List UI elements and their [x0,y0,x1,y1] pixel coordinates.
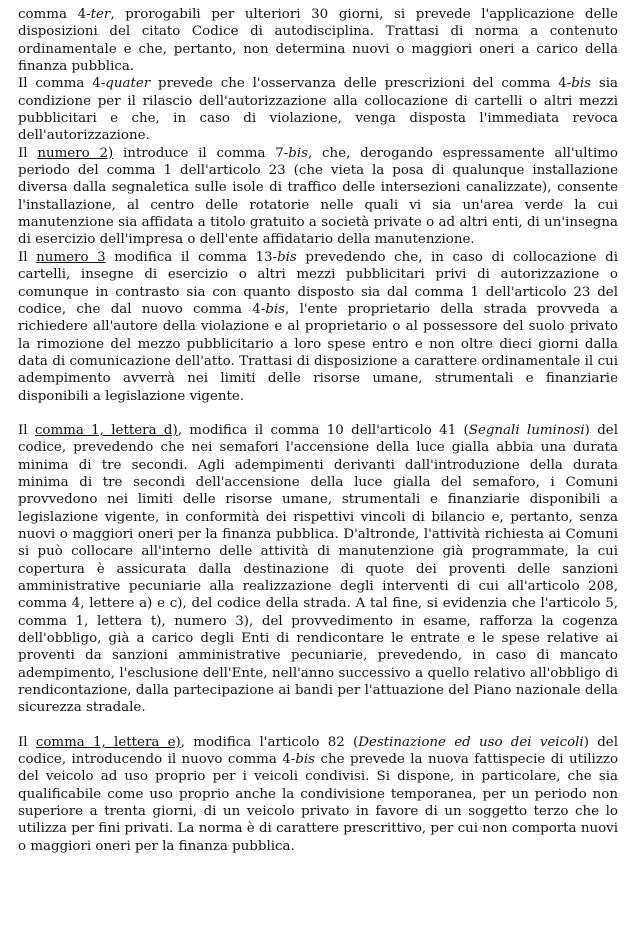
text-segment: comma 4- [18,7,91,22]
text-segment: modifica il comma 13- [105,249,278,265]
italic-term: bis [265,301,286,317]
text-segment: sia condizione per il rilascio dell'autorizzazione alla collocazione di cartelli o altri mezzi pubblicitari e che, in caso di violazione, venga disposta l'immediata revoca dell'autorizzazione. [18,76,618,144]
text-segment: , modifica l'articolo 82 ( [180,734,359,750]
italic-term: bis [571,76,591,92]
underlined-reference: numero 3 [36,249,106,265]
text-segment: Il [18,734,36,750]
paragraph-comma-1-lettera-d [18,422,618,717]
italic-term: bis [288,145,308,161]
text-segment: , l'ente proprietario della strada provveda a richiedere all'autore della violazione e al proprietario o al possessore del suolo privato la rimozione del mezzo pubblicitario a loro spese entro e non oltre dieci giorni dalla data di comunicazione dell'atto. Trattasi di disposizione a carattere ordinamentale il cui adempimento avverrà nei limiti delle risorse umane, strumentali e finanziarie disponibili a legislazione vigente. [18,301,618,404]
underlined-reference: numero 2) [37,145,114,161]
text-segment: Il [18,145,38,161]
paragraph-numero-2 [18,145,618,249]
text-segment: prevedendo che, in caso di collocazione di cartelli, insegne di esercizio o altri mezzi pubblicitari privi di autorizzazione o comunque in contrasto sia con quanto disposto sia dal comma 1 dell'articolo 23 del codice, che dal nuovo comma 4- [18,249,619,317]
text-segment: Il [18,249,37,265]
text-segment: Il comma 4- [18,76,106,92]
italic-term: Segnali luminosi [468,422,585,438]
italic-term: Destinazione ed uso dei veicoli [358,734,584,750]
text-segment: , prorogabili per ulteriori 30 giorni, si prevede l'applicazione delle disposizioni del citato Codice di autodisciplina. Trattasi di norma a contenuto ordinamentale e che, pertanto, non determina nuovi o maggiori oneri a carico della finanza pubblica. [18,7,618,75]
italic-term: quater [105,76,151,92]
text-segment: , modifica il comma 10 dell'articolo 41 ( [177,422,469,438]
text-segment: Il [18,422,35,438]
underlined-reference: comma 1, lettera e) [35,734,181,750]
italic-term: bis [295,752,316,768]
underlined-reference: comma 1, lettera d) [34,422,178,438]
italic-term: ter [90,7,111,22]
paragraph-comma-4-ter [18,6,618,75]
text-segment: prevede che l'osservanza delle prescrizioni del comma 4- [150,76,572,92]
text-segment: ) del codice, prevedendo che nei semafori l'accensione della luce gialla abbia una durata minima di tre secondi. Agli adempimenti derivanti dall'introduzione della durata minima di tre secondi dell'accensione della luce gialla del semaforo, i Comuni provvedono nei limiti delle risorse umane, strumentali e finanziarie disponibili a legislazione vigente, in conformità dei rispettivi vincoli di bilancio e, pertanto, senza nuovi o maggiori oneri per la finanza pubblica. D'altronde, l'attività richiesta ai Comuni si può collocare all'interno delle attività di manutenzione già programmate, la cui copertura è assicurata dalla destinazione di quote dei proventi delle sanzioni amministrative pecuniarie alla realizzazione degli interventi di cui all'articolo 208, comma 4, lettere a) e c), del codice della strada. A tal fine, si evidenzia che l'articolo 5, comma 1, lettera t), numero 3), del provvedimento in esame, rafforza la cogenza dell'obbligo, già a carico degli Enti di rendicontare le entrate e le spese relative ai proventi da sanzioni amministrative pecuniarie, prevedendo, in caso di mancato adempimento, l'esclusione dell'Ente, nell'anno successivo a quello relativo all'obbligo di rendicontazione, dalla partecipazione ai bandi per l'attuazione del Piano nazionale della sicurezza stradale. [18,422,619,716]
text-segment: ) del codice, introducendo il nuovo comma 4- [18,734,618,768]
italic-term: bis [277,249,297,265]
document-page [18,6,618,855]
paragraph-numero-3 [18,249,618,405]
text-segment: , che, derogando espressamente all'ultimo periodo del comma 1 dell'articolo 23 (che vieta la posa di qualunque installazione diversa dalla segnaletica sulle isole di traffico delle intersezioni canalizzate), consente l'installazione, al centro delle rotatorie nelle quali vi sia un'area verde la cui manutenzione sia affidata a titolo gratuito a società private o ad altri enti, di un'insegna di esercizio dell'impresa o dell'ente affidatario della manutenzione. [18,145,618,248]
paragraph-comma-1-lettera-e [18,734,618,855]
paragraph-comma-4-quater [18,75,618,144]
text-segment: che prevede la nuova fattispecie di utilizzo del veicolo ad uso proprio per i veicoli condivisi. Si dispone, in particolare, che sia qualificabile come uso proprio anche la condivisione temporanea, per un periodo non superiore a trenta giorni, di un veicolo privato in favore di un soggetto terzo che lo utilizza per fini privati. La norma è di carattere prescrittivo, per cui non comporta nuovi o maggiori oneri per la finanza pubblica. [18,752,619,854]
text-segment: introduce il comma 7- [113,145,289,161]
